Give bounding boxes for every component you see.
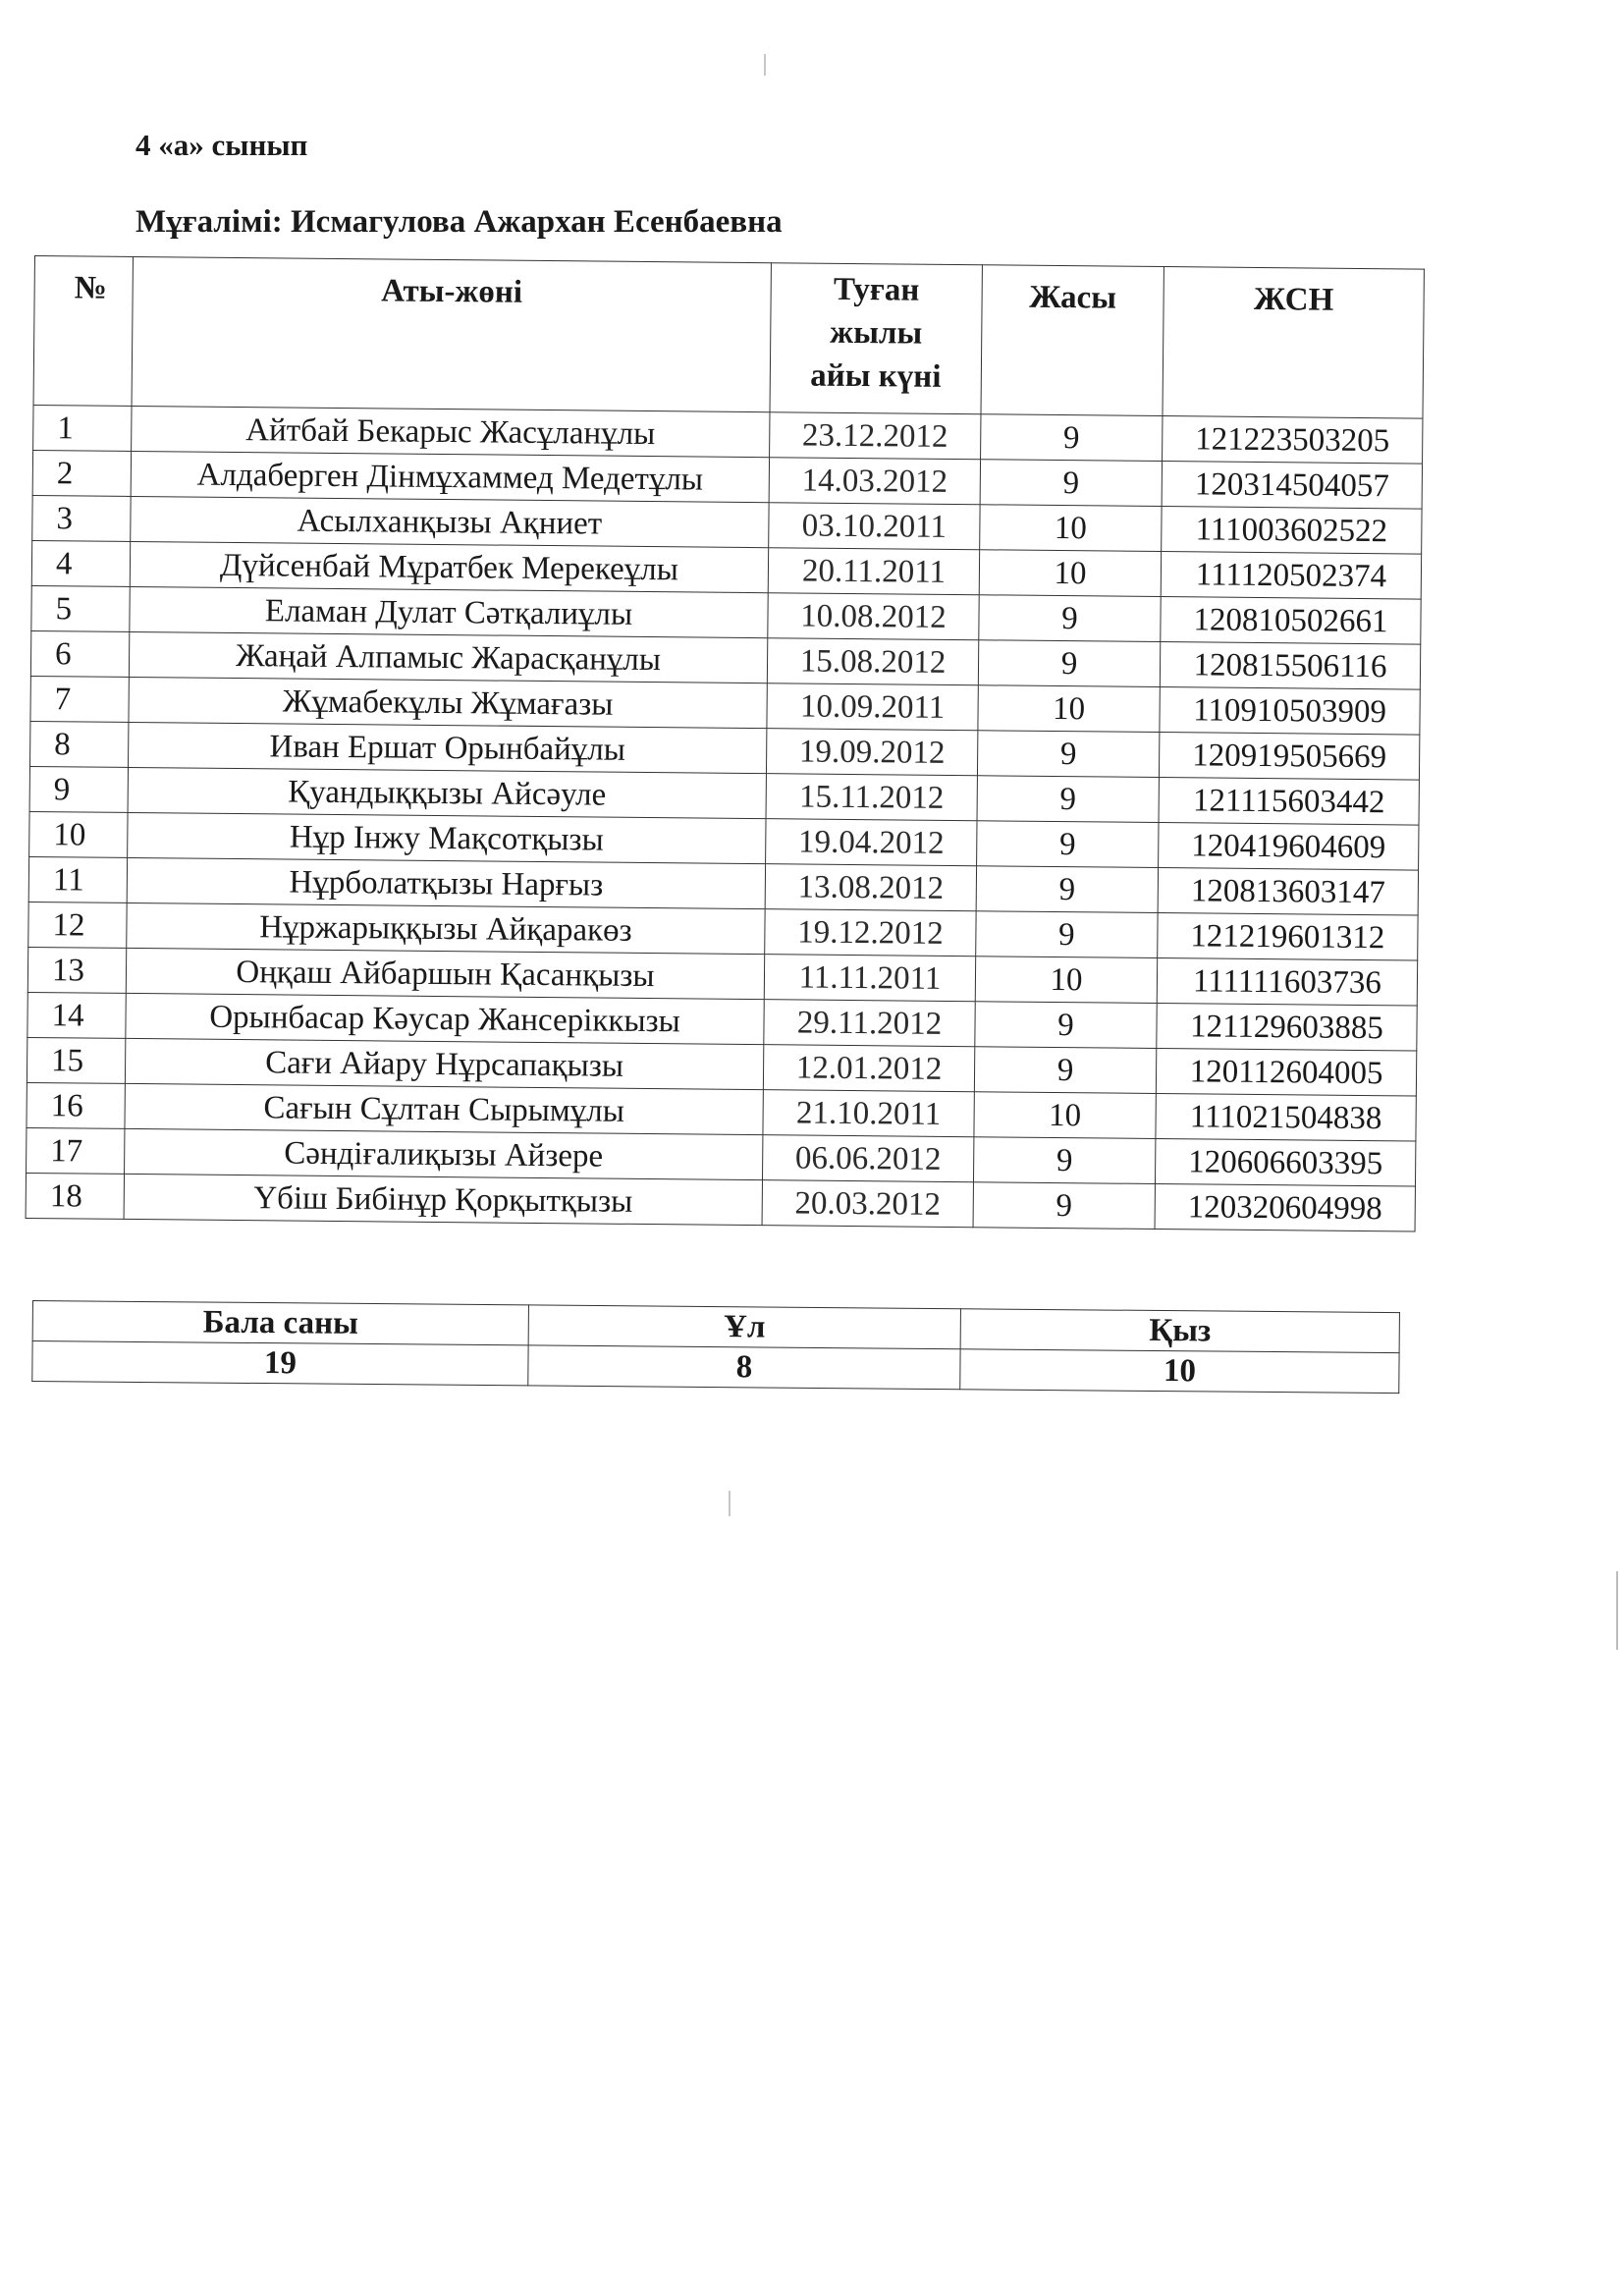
cell-iin: 111021504838 — [1156, 1094, 1416, 1142]
cell-num: 5 — [31, 585, 130, 631]
summary-header-boys: Ұл — [528, 1305, 960, 1349]
cell-num: 3 — [32, 495, 131, 541]
cell-iin: 120606603395 — [1155, 1139, 1415, 1187]
cell-name: Дүйсенбай Мұратбек Мерекеұлы — [130, 541, 768, 592]
summary-header-total: Бала саны — [32, 1301, 528, 1345]
header-birth — [770, 263, 982, 414]
cell-name: Сағын Сұлтан Сырымұлы — [125, 1083, 763, 1134]
cell-birth: 06.06.2012 — [762, 1135, 973, 1182]
cell-name: Орынбасар Кәусар Жансеріккызы — [126, 993, 764, 1044]
teacher-label: Мұғалімі: — [135, 204, 283, 240]
cell-age: 10 — [980, 505, 1162, 552]
cell-name: Қуандыққызы Айсәуле — [128, 767, 766, 818]
cell-birth: 15.11.2012 — [766, 774, 977, 821]
cell-age: 9 — [977, 821, 1159, 868]
summary-header-girls: Қыз — [960, 1309, 1399, 1353]
cell-name: Жұмабекұлы Жұмағазы — [129, 677, 767, 728]
cell-name: Нұр Інжу Мақсотқызы — [128, 812, 766, 863]
summary-girls-value: 10 — [960, 1349, 1399, 1394]
cell-name: Нұржарыққызы Айқаракөз — [127, 902, 765, 954]
cell-birth: 29.11.2012 — [764, 1000, 975, 1047]
cell-age: 9 — [977, 776, 1159, 823]
cell-num: 17 — [27, 1127, 125, 1174]
header-birth-line2: жылы — [830, 314, 923, 352]
cell-birth: 14.03.2012 — [769, 458, 980, 505]
cell-num: 7 — [30, 676, 129, 722]
students-body — [26, 405, 1423, 1231]
header-name: Аты-жөні — [132, 256, 771, 411]
cell-age: 9 — [973, 1137, 1155, 1184]
cell-birth: 10.09.2011 — [767, 683, 978, 731]
cell-iin: 120314504057 — [1162, 462, 1422, 510]
cell-age: 9 — [981, 414, 1163, 462]
cell-birth: 21.10.2011 — [763, 1090, 974, 1137]
cell-iin: 120419604609 — [1159, 823, 1419, 871]
cell-age: 9 — [976, 866, 1158, 913]
cell-name: Иван Ершат Орынбайұлы — [128, 722, 766, 773]
cell-age: 9 — [975, 1002, 1157, 1049]
cell-age: 9 — [973, 1182, 1155, 1230]
header-birth-line1: Туған — [833, 271, 920, 308]
cell-iin: 111111603736 — [1157, 958, 1417, 1007]
cell-age: 9 — [976, 911, 1158, 958]
cell-age: 9 — [980, 460, 1162, 507]
cell-name: Асылханқызы Ақниет — [131, 496, 769, 547]
cell-name: Нұрболатқызы Нарғыз — [127, 857, 765, 908]
header-iin: ЖСН — [1163, 267, 1424, 419]
cell-birth: 10.08.2012 — [768, 593, 979, 640]
scan-mark — [1616, 1571, 1618, 1650]
cell-age: 9 — [979, 595, 1161, 642]
cell-num: 9 — [29, 766, 128, 812]
cell-age: 10 — [979, 550, 1161, 597]
cell-birth: 20.11.2011 — [768, 548, 979, 595]
cell-num: 8 — [30, 721, 129, 767]
cell-iin: 120813603147 — [1158, 868, 1418, 916]
cell-name: Жаңай Алпамыс Жарасқанұлы — [129, 631, 767, 683]
cell-iin: 121223503205 — [1163, 416, 1423, 465]
summary-boys-value: 8 — [528, 1345, 960, 1390]
cell-iin: 120815506116 — [1160, 642, 1420, 690]
header-birth-line3: айы күні — [810, 357, 942, 395]
cell-iin: 121219601312 — [1158, 913, 1418, 961]
cell-name: Сәндіғалиқызы Айзере — [125, 1128, 763, 1179]
teacher-line — [135, 204, 783, 241]
students-header-row — [33, 256, 1424, 419]
cell-iin: 111120502374 — [1161, 552, 1421, 600]
students-table — [26, 255, 1425, 1232]
cell-birth: 19.12.2012 — [765, 909, 976, 957]
cell-iin: 120112604005 — [1156, 1049, 1416, 1097]
cell-age: 9 — [974, 1047, 1156, 1094]
cell-age: 9 — [977, 731, 1159, 778]
cell-num: 13 — [27, 947, 126, 993]
cell-num: 2 — [32, 450, 131, 496]
cell-birth: 03.10.2011 — [769, 503, 980, 550]
summary-table — [31, 1300, 1400, 1394]
cell-name: Алдаберген Дінмұхаммед Медетұлы — [131, 451, 769, 502]
cell-age: 10 — [974, 1092, 1156, 1139]
cell-iin: 121129603885 — [1157, 1004, 1417, 1052]
cell-age: 9 — [978, 640, 1160, 687]
cell-iin: 120919505669 — [1159, 733, 1419, 781]
cell-birth: 13.08.2012 — [765, 864, 976, 911]
cell-num: 18 — [26, 1173, 124, 1219]
cell-birth: 15.08.2012 — [767, 638, 978, 685]
teacher-name: Исмагулова Ажархан Есенбаевна — [291, 204, 783, 240]
cell-iin: 120810502661 — [1161, 597, 1421, 645]
cell-name: Айтбай Бекарыс Жасұланұлы — [132, 406, 770, 457]
summary-total-value: 19 — [32, 1341, 528, 1386]
cell-num: 6 — [30, 630, 129, 677]
cell-iin: 120320604998 — [1155, 1184, 1415, 1232]
cell-num: 16 — [27, 1082, 125, 1128]
cell-iin: 111003602522 — [1162, 507, 1422, 555]
cell-birth: 20.03.2012 — [762, 1180, 973, 1228]
scan-mark — [729, 1491, 731, 1516]
cell-birth: 11.11.2011 — [764, 955, 975, 1002]
cell-iin: 121115603442 — [1159, 778, 1419, 826]
header-num: № — [33, 256, 133, 407]
cell-birth: 23.12.2012 — [770, 412, 981, 460]
cell-age: 10 — [978, 685, 1160, 733]
cell-name: Сағи Айару Нұрсапақызы — [125, 1038, 763, 1089]
cell-num: 10 — [29, 811, 128, 857]
cell-num: 4 — [31, 540, 130, 586]
cell-name: Еламан Дулат Сәтқалиұлы — [130, 586, 768, 637]
class-title: 4 «а» сынып — [135, 128, 308, 162]
header-age: Жасы — [981, 265, 1164, 416]
cell-num: 14 — [27, 992, 126, 1038]
cell-birth: 19.04.2012 — [766, 819, 977, 866]
cell-num: 1 — [33, 405, 132, 451]
cell-num: 11 — [28, 856, 127, 902]
cell-name: Үбіш Бибінұр Қорқытқызы — [124, 1174, 762, 1225]
scan-mark — [764, 54, 766, 76]
cell-iin: 110910503909 — [1160, 687, 1420, 736]
cell-birth: 19.09.2012 — [766, 729, 977, 776]
cell-age: 10 — [975, 957, 1157, 1004]
cell-num: 15 — [27, 1037, 125, 1083]
cell-name: Оңқаш Айбаршын Қасанқызы — [126, 948, 764, 999]
cell-birth: 12.01.2012 — [763, 1045, 974, 1092]
cell-num: 12 — [28, 902, 127, 948]
